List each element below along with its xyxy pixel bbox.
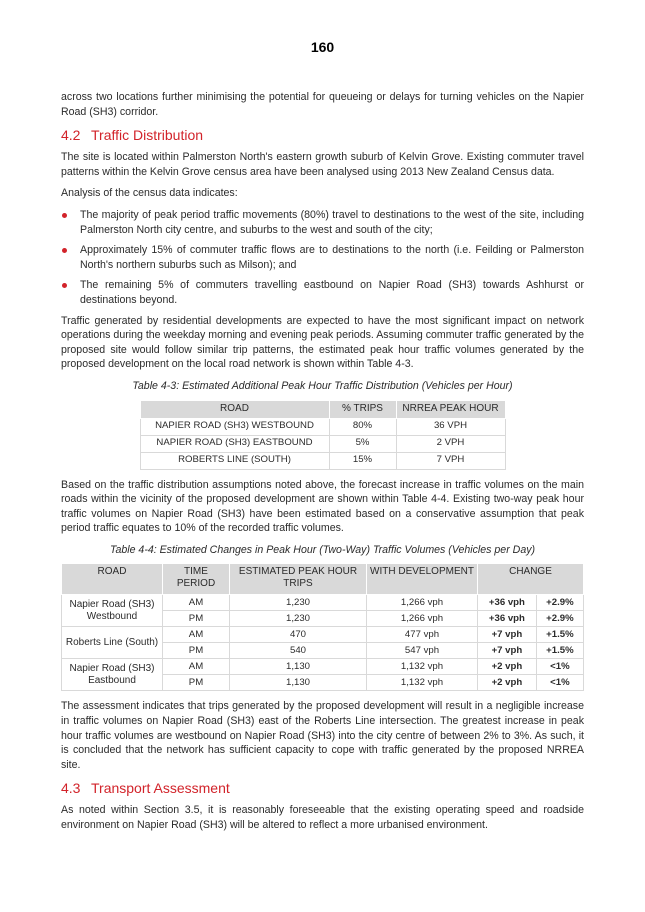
- column-header: CHANGE: [478, 564, 584, 595]
- bullet-icon: [62, 248, 67, 253]
- table-cell: 1,230: [230, 611, 367, 627]
- table-row: [140, 452, 505, 469]
- paragraph: The assessment indicates that trips generated by the proposed development will result in a negligible increase in traffic volumes on Napier Road (SH3) east of the Roberts Line intersection. The greatest increase in peak hour traffic volumes are westbound on Napier Road (SH3) into the city centre of between 2% to 3%. As such, it is concluded that the network has sufficient capacity to cope with traffic generated by the proposed NRREA site.: [61, 700, 584, 771]
- table-cell: 1,230: [230, 595, 367, 611]
- table-row: [62, 595, 584, 611]
- section-number: 4.3: [61, 780, 81, 797]
- table-cell: 470: [230, 627, 367, 643]
- table-cell: PM: [163, 675, 230, 691]
- table-cell: 1,130: [230, 675, 367, 691]
- column-header: WITH DEVELOPMENT: [367, 564, 478, 595]
- table-cell: PM: [163, 643, 230, 659]
- table-cell: +36 vph: [478, 611, 537, 627]
- table-cell: 1,266 vph: [367, 595, 478, 611]
- table-cell: +2.9%: [536, 611, 583, 627]
- table-cell: 1,132 vph: [367, 659, 478, 675]
- column-header: % TRIPS: [329, 400, 396, 418]
- table-caption: Table 4-3: Estimated Additional Peak Hour Traffic Distribution (Vehicles per Hour): [132, 379, 513, 392]
- table-row: [62, 659, 584, 675]
- table-cell: +2.9%: [536, 595, 583, 611]
- road-cell: Napier Road (SH3) Westbound: [62, 595, 163, 627]
- column-header: NRREA PEAK HOUR: [396, 400, 505, 418]
- table-cell: AM: [163, 595, 230, 611]
- table-cell: 2 VPH: [396, 435, 505, 452]
- table-4-4: [61, 563, 584, 691]
- document-body: [61, 90, 584, 840]
- paragraph: The site is located within Palmerston North's eastern growth suburb of Kelvin Grove. Existing commuter travel patterns within the Kelvin Grove census area have been analysed using 2013 New Zealand Census data.: [61, 151, 584, 178]
- table-cell: 5%: [329, 435, 396, 452]
- bullet-icon: [62, 213, 67, 218]
- table-cell: 15%: [329, 452, 396, 469]
- column-header: ROAD: [62, 564, 163, 595]
- section-title: Transport Assessment: [91, 780, 230, 797]
- table-cell: NAPIER ROAD (SH3) EASTBOUND: [140, 435, 329, 452]
- road-cell: Roberts Line (South): [62, 627, 163, 659]
- section-number: 4.2: [61, 127, 81, 144]
- table-cell: PM: [163, 611, 230, 627]
- table-cell: 1,130: [230, 659, 367, 675]
- paragraph: Analysis of the census data indicates:: [61, 187, 238, 200]
- table-cell: +2 vph: [478, 659, 537, 675]
- table-cell: 7 VPH: [396, 452, 505, 469]
- table-cell: 540: [230, 643, 367, 659]
- table-cell: 547 vph: [367, 643, 478, 659]
- table-cell: NAPIER ROAD (SH3) WESTBOUND: [140, 418, 329, 435]
- table-cell: +2 vph: [478, 675, 537, 691]
- bullet-list: [61, 208, 584, 308]
- table-cell: +36 vph: [478, 595, 537, 611]
- table-cell: +1.5%: [536, 627, 583, 643]
- table-cell: 1,266 vph: [367, 611, 478, 627]
- table-cell: +7 vph: [478, 643, 537, 659]
- table-cell: <1%: [536, 659, 583, 675]
- list-item-text: The remaining 5% of commuters travelling eastbound on Napier Road (SH3) towards Ashhurst or destinations beyond.: [80, 279, 584, 306]
- list-item: [61, 278, 584, 307]
- table-caption: Table 4-4: Estimated Changes in Peak Hour (Two-Way) Traffic Volumes (Vehicles per Day): [109, 543, 536, 556]
- list-item: [61, 208, 584, 237]
- column-header: ESTIMATED PEAK HOUR TRIPS: [230, 564, 367, 595]
- column-header: TIME PERIOD: [163, 564, 230, 595]
- table-4-3: [140, 400, 506, 470]
- table-cell: 80%: [329, 418, 396, 435]
- table-row: [140, 435, 505, 452]
- road-cell: Napier Road (SH3) Eastbound: [62, 659, 163, 691]
- section-title: Traffic Distribution: [91, 127, 204, 144]
- intro-paragraph: across two locations further minimising the potential for queueing or delays for turning vehicles on the Napier Road (SH3) corridor.: [61, 91, 584, 118]
- table-header-row: [62, 564, 584, 595]
- table-row: [62, 627, 584, 643]
- list-item: [61, 243, 584, 272]
- paragraph: Based on the traffic distribution assumptions noted above, the forecast increase in traffic volumes on the main roads within the vicinity of the proposed development are shown within Table 4-4. Existing two-way peak hour traffic volumes on Napier Road (SH3) have been estimated based on a conservative assumption that peak period traffic equates to 10% of the recorded traffic volumes.: [61, 478, 584, 535]
- table-cell: +1.5%: [536, 643, 583, 659]
- paragraph: Traffic generated by residential developments are expected to have the most significant impact on network operations during the weekday morning and evening peak periods. Assuming commuter traffic generated by the proposed site would follow similar trip patterns, the estimated peak hour traffic volumes generated by the proposed development on the local road network is shown within Table 4-3.: [61, 314, 584, 371]
- table-cell: 477 vph: [367, 627, 478, 643]
- section-heading-4-3: [61, 779, 584, 797]
- section-heading-4-2: [61, 126, 584, 144]
- table-cell: 1,132 vph: [367, 675, 478, 691]
- table-cell: ROBERTS LINE (SOUTH): [140, 452, 329, 469]
- bullet-icon: [62, 283, 67, 288]
- table-cell: <1%: [536, 675, 583, 691]
- list-item-text: The majority of peak period traffic movements (80%) travel to destinations to the west of the site, including Palmerston North city centre, and suburbs to the west and south of the city;: [80, 208, 584, 236]
- table-cell: +7 vph: [478, 627, 537, 643]
- column-header: ROAD: [140, 400, 329, 418]
- paragraph: As noted within Section 3.5, it is reasonably foreseeable that the existing operating speed and roadside environment on Napier Road (SH3) will be altered to reflect a more urbanised environment.: [61, 804, 584, 832]
- table-cell: AM: [163, 659, 230, 675]
- table-header-row: [140, 400, 505, 418]
- table-row: [140, 418, 505, 435]
- table-cell: AM: [163, 627, 230, 643]
- table-cell: 36 VPH: [396, 418, 505, 435]
- page-number: 160: [310, 39, 335, 55]
- list-item-text: Approximately 15% of commuter traffic flows are to destinations to the north (i.e. Feilding or Palmerston North's northern suburbs such as Milson); and: [80, 244, 584, 271]
